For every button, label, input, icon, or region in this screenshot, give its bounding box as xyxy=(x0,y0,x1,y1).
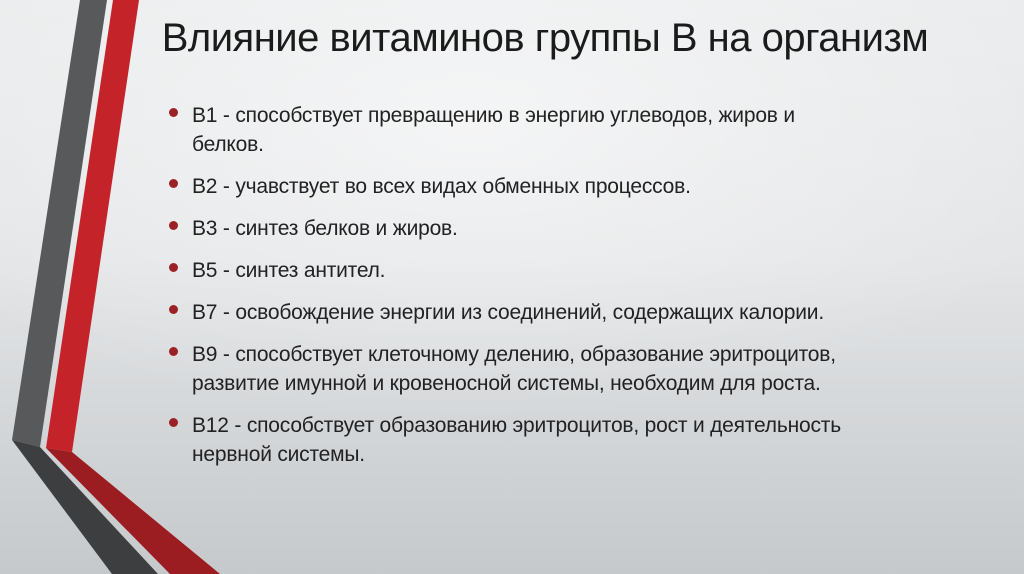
bullet-text-line: В12 - способствует образованию эритроцитов, рост и деятельность xyxy=(192,414,841,437)
bullet-text-line: развитие имунной и кровеносной системы, необходим для роста. xyxy=(192,372,821,395)
bullet-item-b9 xyxy=(168,340,958,398)
bullet-dot-icon xyxy=(169,179,178,188)
bullet-text-line: нервной системы. xyxy=(192,443,365,466)
page-title: Влияние витаминов группы В на организм xyxy=(161,16,929,60)
bullet-item-b12 xyxy=(168,411,958,469)
bullet-list xyxy=(168,101,958,482)
bullet-dot-icon xyxy=(169,108,178,117)
bullet-text-line: белков. xyxy=(192,133,264,156)
bullet-text-line: В9 - способствует клеточному делению, образование эритроцитов, xyxy=(192,343,836,366)
bullet-text-line: В7 - освобождение энергии из соединений, содержащих калории. xyxy=(192,301,824,324)
bullet-text-line: В3 - синтез белков и жиров. xyxy=(192,217,458,240)
bullet-dot-icon xyxy=(169,221,178,230)
bullet-dot-icon xyxy=(169,418,178,427)
bullet-text-line: В5 - синтез антител. xyxy=(192,259,386,282)
bullet-dot-icon xyxy=(169,347,178,356)
bullet-dot-icon xyxy=(169,263,178,272)
bullet-item-b5 xyxy=(168,256,958,285)
bullet-item-b1 xyxy=(168,101,958,159)
bullet-item-b7 xyxy=(168,298,958,327)
bullet-item-b3 xyxy=(168,214,958,243)
bullet-item-b2 xyxy=(168,172,958,201)
bullet-dot-icon xyxy=(169,305,178,314)
bullet-text-line: В2 - учавствует во всех видах обменных процессов. xyxy=(192,175,691,198)
bullet-text-line: В1 - способствует превращению в энергию углеводов, жиров и xyxy=(192,104,795,127)
